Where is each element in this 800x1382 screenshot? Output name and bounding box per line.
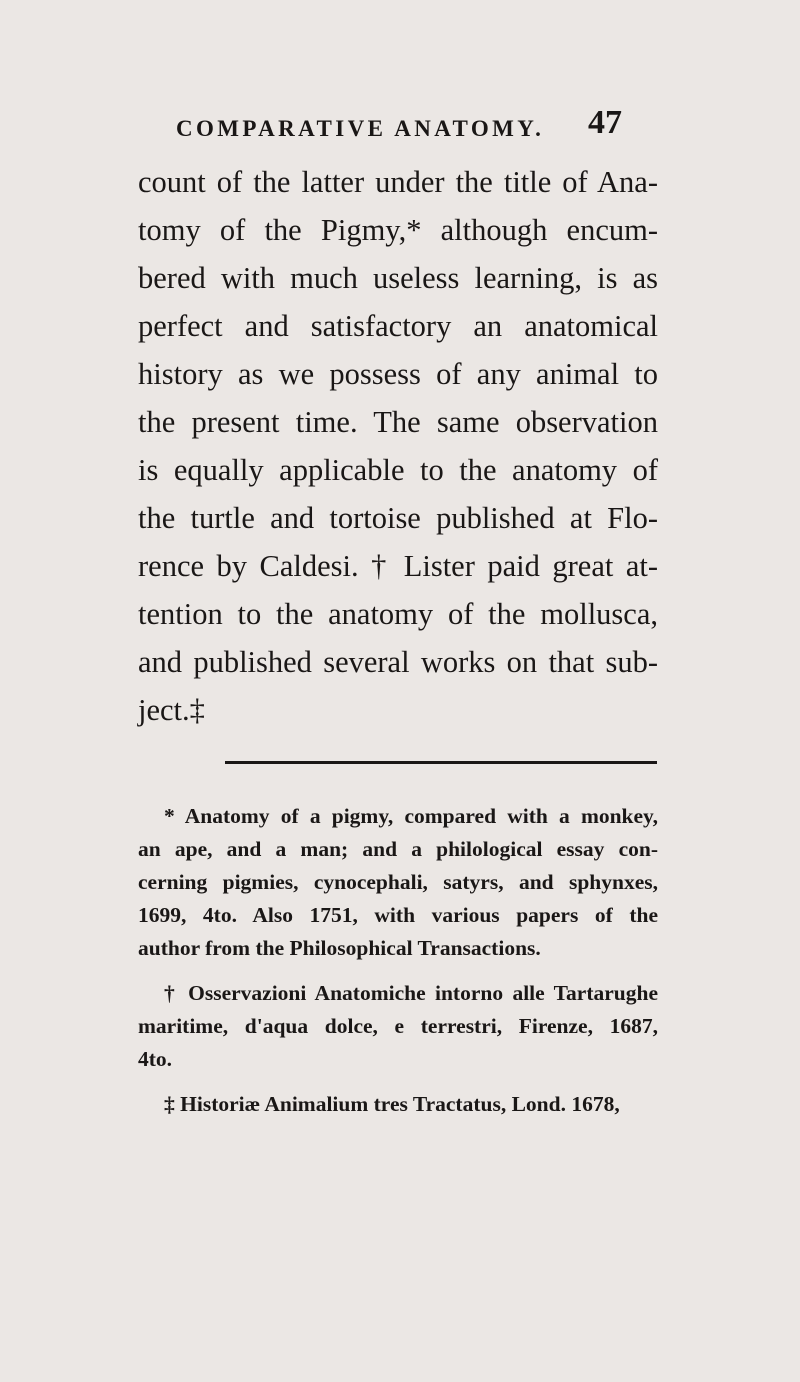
page-number: 47 bbox=[588, 104, 622, 141]
footnote-line: author from the Philosophical Transactions. bbox=[138, 936, 541, 960]
body-line: bered with much useless learning, is as bbox=[138, 261, 658, 295]
body-line: is equally applicable to the anatomy of bbox=[138, 453, 658, 487]
footnote-line: ‡ Historiæ Animalium tres Tractatus, Lond. 1678, bbox=[164, 1092, 620, 1116]
footnote-line: cerning pigmies, cynocephali, satyrs, and sphynxes, bbox=[138, 870, 658, 894]
footnote-line: 1699, 4to. Also 1751, with various papers of the bbox=[138, 903, 658, 927]
running-title: COMPARATIVE ANATOMY. bbox=[176, 116, 545, 141]
body-line: the turtle and tortoise published at Flo- bbox=[138, 501, 658, 535]
footnotes bbox=[138, 800, 658, 1121]
footnote-rule bbox=[225, 761, 657, 764]
footnote-anatomy-of-pigmy bbox=[138, 800, 658, 965]
footnote-line: 4to. bbox=[138, 1047, 173, 1071]
footnote-line: † Osservazioni Anatomiche intorno alle Tartarughe bbox=[164, 981, 658, 1005]
footnote-line: an ape, and a man; and a philological essay con- bbox=[138, 837, 658, 861]
footnote-line: * Anatomy of a pigmy, compared with a monkey, bbox=[164, 804, 658, 828]
body-line: history as we possess of any animal to bbox=[138, 357, 658, 391]
footnote-historiae-animalium bbox=[138, 1088, 658, 1121]
body-line: and published several works on that sub- bbox=[138, 645, 658, 679]
body-line: count of the latter under the title of Ana- bbox=[138, 165, 658, 199]
footnote-line: maritime, d'aqua dolce, e terrestri, Firenze, 1687, bbox=[138, 1014, 658, 1038]
body-text bbox=[138, 158, 658, 734]
body-line: tomy of the Pigmy,* although encum- bbox=[138, 213, 658, 247]
footnote-osservazioni bbox=[138, 977, 658, 1076]
body-line: the present time. The same observation bbox=[138, 405, 658, 439]
body-line: tention to the anatomy of the mollusca, bbox=[138, 597, 658, 631]
body-line: perfect and satisfactory an anatomical bbox=[138, 309, 658, 343]
running-head bbox=[176, 104, 636, 152]
body-line: ject.‡ bbox=[138, 693, 205, 727]
body-line: rence by Caldesi. † Lister paid great at- bbox=[138, 549, 658, 583]
